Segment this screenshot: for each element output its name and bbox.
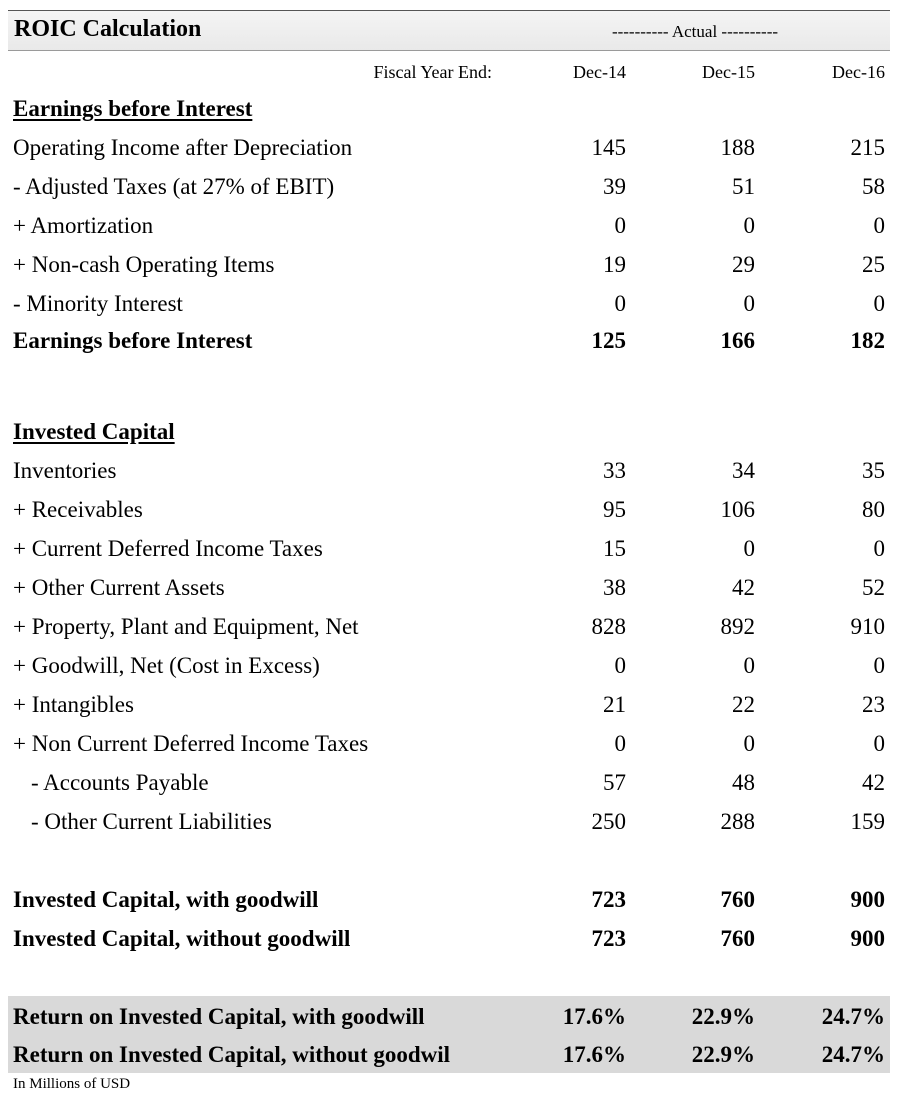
row-label: Invested Capital, without goodwill bbox=[13, 926, 351, 951]
row-label: Return on Invested Capital, with goodwill bbox=[13, 1004, 425, 1029]
cell-dec16: 215 bbox=[850, 135, 885, 160]
cell-dec16: 24.7% bbox=[821, 1042, 885, 1067]
table-row bbox=[0, 809, 914, 839]
cell-dec15: 0 bbox=[743, 653, 755, 678]
table-row bbox=[0, 213, 914, 243]
year-header-3: Dec-16 bbox=[832, 62, 885, 82]
cell-dec14: 723 bbox=[591, 926, 626, 951]
cell-dec14: 39 bbox=[603, 174, 626, 199]
row-label: Earnings before Interest bbox=[13, 328, 253, 353]
table-row bbox=[0, 731, 914, 761]
cell-dec16: 25 bbox=[862, 252, 885, 277]
cell-dec14: 723 bbox=[591, 887, 626, 912]
cell-dec15: 22.9% bbox=[691, 1004, 755, 1029]
row-label: Operating Income after Depreciation bbox=[13, 135, 353, 160]
row-label: + Amortization bbox=[13, 213, 154, 238]
row-label: + Non Current Deferred Income Taxes bbox=[13, 731, 369, 756]
cell-dec15: 0 bbox=[743, 731, 755, 756]
cell-dec14: 250 bbox=[591, 809, 626, 834]
row-label: Invested Capital, with goodwill bbox=[13, 887, 319, 912]
cell-dec15: 760 bbox=[720, 887, 755, 912]
cell-dec14: 15 bbox=[603, 536, 626, 561]
row-label: + Intangibles bbox=[13, 692, 134, 717]
ic-without-goodwill-row bbox=[0, 926, 914, 956]
cell-dec16: 0 bbox=[873, 291, 885, 316]
cell-dec15: 760 bbox=[720, 926, 755, 951]
table-row bbox=[0, 575, 914, 605]
cell-dec16: 23 bbox=[862, 692, 885, 717]
year-header-2: Dec-15 bbox=[702, 62, 755, 82]
cell-dec15: 42 bbox=[732, 575, 755, 600]
table-row bbox=[0, 497, 914, 527]
cell-dec14: 38 bbox=[603, 575, 626, 600]
cell-dec16: 35 bbox=[862, 458, 885, 483]
cell-dec16: 58 bbox=[862, 174, 885, 199]
cell-dec16: 0 bbox=[873, 213, 885, 238]
cell-dec15: 106 bbox=[720, 497, 755, 522]
cell-dec16: 0 bbox=[873, 536, 885, 561]
year-header-1: Dec-14 bbox=[573, 62, 626, 82]
cell-dec14: 17.6% bbox=[562, 1042, 626, 1067]
cell-dec14: 57 bbox=[603, 770, 626, 795]
sheet-title: ROIC Calculation bbox=[14, 16, 202, 42]
row-label: + Goodwill, Net (Cost in Excess) bbox=[13, 653, 320, 678]
table-row bbox=[0, 252, 914, 282]
table-row bbox=[0, 692, 914, 722]
table-row bbox=[0, 770, 914, 800]
row-label: - Other Current Liabilities bbox=[31, 809, 272, 834]
cell-dec14: 17.6% bbox=[562, 1004, 626, 1029]
cell-dec15: 22.9% bbox=[691, 1042, 755, 1067]
cell-dec15: 188 bbox=[720, 135, 755, 160]
cell-dec15: 166 bbox=[720, 328, 755, 353]
cell-dec15: 34 bbox=[732, 458, 755, 483]
cell-dec15: 0 bbox=[743, 213, 755, 238]
cell-dec16: 24.7% bbox=[821, 1004, 885, 1029]
ebi-heading: Earnings before Interest bbox=[13, 96, 253, 121]
ebi-total-row bbox=[0, 328, 914, 358]
cell-dec14: 21 bbox=[603, 692, 626, 717]
cell-dec14: 95 bbox=[603, 497, 626, 522]
table-row bbox=[0, 614, 914, 644]
cell-dec14: 145 bbox=[591, 135, 626, 160]
table-row bbox=[0, 291, 914, 321]
cell-dec16: 900 bbox=[850, 926, 885, 951]
cell-dec14: 828 bbox=[591, 614, 626, 639]
table-row bbox=[0, 653, 914, 683]
table-row bbox=[0, 458, 914, 488]
cell-dec16: 0 bbox=[873, 653, 885, 678]
cell-dec14: 0 bbox=[614, 653, 626, 678]
cell-dec16: 52 bbox=[862, 575, 885, 600]
row-label: + Receivables bbox=[13, 497, 143, 522]
row-label: - Accounts Payable bbox=[31, 770, 209, 795]
units-footnote: In Millions of USD bbox=[13, 1076, 131, 1092]
cell-dec16: 159 bbox=[850, 809, 885, 834]
cell-dec14: 0 bbox=[614, 731, 626, 756]
table-row bbox=[0, 135, 914, 165]
cell-dec16: 910 bbox=[850, 614, 885, 639]
cell-dec16: 42 bbox=[862, 770, 885, 795]
cell-dec15: 29 bbox=[732, 252, 755, 277]
row-label: Return on Invested Capital, without goodwil bbox=[13, 1042, 451, 1067]
cell-dec15: 0 bbox=[743, 536, 755, 561]
ic-heading: Invested Capital bbox=[13, 419, 175, 444]
cell-dec15: 0 bbox=[743, 291, 755, 316]
cell-dec14: 19 bbox=[603, 252, 626, 277]
row-label: + Current Deferred Income Taxes bbox=[13, 536, 323, 561]
ic-with-goodwill-row bbox=[0, 887, 914, 917]
fiscal-year-label: Fiscal Year End: bbox=[373, 62, 492, 82]
cell-dec16: 80 bbox=[862, 497, 885, 522]
row-label: + Non-cash Operating Items bbox=[13, 252, 275, 277]
cell-dec15: 288 bbox=[720, 809, 755, 834]
row-label: + Other Current Assets bbox=[13, 575, 225, 600]
row-label: - Adjusted Taxes (at 27% of EBIT) bbox=[13, 174, 335, 199]
cell-dec14: 0 bbox=[614, 213, 626, 238]
roic-without-goodwill-row bbox=[0, 1042, 914, 1072]
cell-dec15: 48 bbox=[732, 770, 755, 795]
cell-dec15: 51 bbox=[732, 174, 755, 199]
cell-dec15: 22 bbox=[732, 692, 755, 717]
cell-dec16: 0 bbox=[873, 731, 885, 756]
roic-with-goodwill-row bbox=[0, 1004, 914, 1034]
actual-label: ---------- Actual ---------- bbox=[611, 22, 779, 41]
table-row bbox=[0, 174, 914, 204]
cell-dec16: 182 bbox=[850, 328, 885, 353]
cell-dec14: 33 bbox=[603, 458, 626, 483]
cell-dec16: 900 bbox=[850, 887, 885, 912]
row-label: - Minority Interest bbox=[13, 291, 183, 316]
table-row bbox=[0, 536, 914, 566]
cell-dec14: 125 bbox=[591, 328, 626, 353]
cell-dec14: 0 bbox=[614, 291, 626, 316]
cell-dec15: 892 bbox=[720, 614, 755, 639]
row-label: Inventories bbox=[13, 458, 117, 483]
row-label: + Property, Plant and Equipment, Net bbox=[13, 614, 359, 639]
